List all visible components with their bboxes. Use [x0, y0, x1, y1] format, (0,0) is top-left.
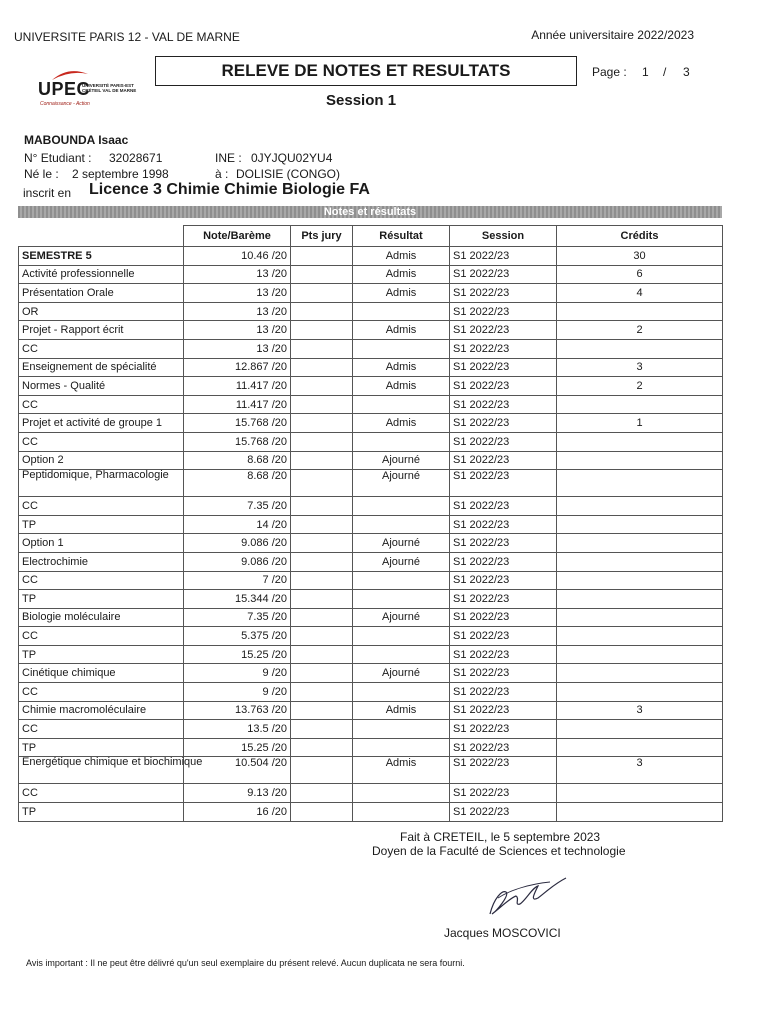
credits-cell — [557, 645, 723, 664]
credits-cell — [557, 720, 723, 739]
jury-points-cell — [291, 552, 353, 571]
session-title: Session 1 — [326, 92, 397, 109]
place-date: Fait à CRETEIL, le 5 septembre 2023 — [400, 830, 601, 844]
jury-points-cell — [291, 265, 353, 284]
jury-points-cell — [291, 515, 353, 534]
grade-cell: 8.68 /20 — [184, 470, 291, 497]
table-row — [19, 757, 723, 784]
grade-cell: 12.867 /20 — [184, 358, 291, 377]
course-label: TP — [19, 803, 184, 822]
course-label: CC — [19, 395, 184, 414]
session-cell: S1 2022/23 — [450, 265, 557, 284]
course-label: CC — [19, 432, 184, 451]
jury-points-cell — [291, 664, 353, 683]
credits-cell — [557, 627, 723, 646]
credits-cell — [557, 534, 723, 553]
credits-cell: 3 — [557, 757, 723, 784]
session-cell: S1 2022/23 — [450, 608, 557, 627]
result-cell: Ajourné — [353, 552, 450, 571]
document-title: RELEVE DE NOTES ET RESULTATS — [155, 56, 577, 86]
jury-points-cell — [291, 247, 353, 266]
session-cell: S1 2022/23 — [450, 720, 557, 739]
table-row — [19, 377, 723, 396]
course-label: Energétique chimique et biochimique — [19, 757, 184, 784]
session-cell: S1 2022/23 — [450, 571, 557, 590]
session-cell: S1 2022/23 — [450, 470, 557, 497]
grade-cell: 5.375 /20 — [184, 627, 291, 646]
grade-cell: 9 /20 — [184, 683, 291, 702]
session-cell: S1 2022/23 — [450, 803, 557, 822]
table-row — [19, 395, 723, 414]
table-header-row — [19, 226, 723, 247]
course-label: SEMESTRE 5 — [19, 247, 184, 266]
credits-cell — [557, 803, 723, 822]
session-cell: S1 2022/23 — [450, 339, 557, 358]
course-label: Peptidomique, Pharmacologie — [19, 470, 184, 497]
result-cell — [353, 738, 450, 757]
grade-cell: 11.417 /20 — [184, 377, 291, 396]
credits-cell — [557, 497, 723, 516]
credits-cell: 1 — [557, 414, 723, 433]
jury-points-cell — [291, 683, 353, 702]
table-row — [19, 284, 723, 303]
jury-points-cell — [291, 608, 353, 627]
credits-cell — [557, 590, 723, 609]
course-label: Option 2 — [19, 451, 184, 470]
session-cell: S1 2022/23 — [450, 683, 557, 702]
table-row — [19, 247, 723, 266]
session-cell: S1 2022/23 — [450, 664, 557, 683]
result-cell — [353, 497, 450, 516]
table-row — [19, 571, 723, 590]
result-cell — [353, 784, 450, 803]
credits-cell: 4 — [557, 284, 723, 303]
birth-date-value: 2 septembre 1998 — [72, 167, 169, 181]
page-number: 1 — [642, 65, 649, 79]
result-cell — [353, 302, 450, 321]
jury-points-cell — [291, 497, 353, 516]
table-row — [19, 321, 723, 340]
grade-cell: 7 /20 — [184, 571, 291, 590]
page-separator: / — [663, 65, 667, 79]
course-label: Activité professionnelle — [19, 265, 184, 284]
table-row — [19, 432, 723, 451]
course-label: Electrochimie — [19, 552, 184, 571]
result-cell: Admis — [353, 414, 450, 433]
credits-cell — [557, 470, 723, 497]
result-cell — [353, 515, 450, 534]
credits-cell — [557, 571, 723, 590]
result-cell — [353, 590, 450, 609]
table-row — [19, 414, 723, 433]
table-row — [19, 470, 723, 497]
jury-points-cell — [291, 803, 353, 822]
jury-points-cell — [291, 784, 353, 803]
header-result: Résultat — [353, 226, 450, 247]
result-cell: Ajourné — [353, 608, 450, 627]
table-row — [19, 451, 723, 470]
table-row — [19, 497, 723, 516]
grade-cell: 15.768 /20 — [184, 414, 291, 433]
ine-label: INE : — [215, 151, 242, 165]
grade-cell: 13 /20 — [184, 302, 291, 321]
result-cell: Ajourné — [353, 534, 450, 553]
course-label: Projet et activité de groupe 1 — [19, 414, 184, 433]
logo-name: UPEC — [38, 79, 91, 99]
session-cell: S1 2022/23 — [450, 515, 557, 534]
jury-points-cell — [291, 627, 353, 646]
jury-points-cell — [291, 757, 353, 784]
dean-title: Doyen de la Faculté de Sciences et technologie — [372, 844, 626, 858]
credits-cell — [557, 664, 723, 683]
course-label: Projet - Rapport écrit — [19, 321, 184, 340]
session-cell: S1 2022/23 — [450, 738, 557, 757]
result-cell: Admis — [353, 321, 450, 340]
session-cell: S1 2022/23 — [450, 757, 557, 784]
table-row — [19, 608, 723, 627]
jury-points-cell — [291, 395, 353, 414]
table-row — [19, 358, 723, 377]
result-cell: Ajourné — [353, 451, 450, 470]
page-label: Page : — [592, 65, 627, 79]
course-label: Normes - Qualité — [19, 377, 184, 396]
enrolled-label: inscrit en — [23, 186, 72, 200]
signature-icon — [480, 868, 570, 920]
grade-cell: 7.35 /20 — [184, 497, 291, 516]
result-cell — [353, 395, 450, 414]
credits-cell — [557, 451, 723, 470]
jury-points-cell — [291, 321, 353, 340]
jury-points-cell — [291, 302, 353, 321]
header-credits: Crédits — [557, 226, 723, 247]
table-row — [19, 803, 723, 822]
result-cell — [353, 803, 450, 822]
course-label: TP — [19, 590, 184, 609]
session-cell: S1 2022/23 — [450, 784, 557, 803]
session-cell: S1 2022/23 — [450, 377, 557, 396]
jury-points-cell — [291, 432, 353, 451]
table-row — [19, 664, 723, 683]
grade-cell: 13 /20 — [184, 265, 291, 284]
jury-points-cell — [291, 358, 353, 377]
header-session: Session — [450, 226, 557, 247]
birth-place-label: à : — [215, 167, 229, 181]
session-cell: S1 2022/23 — [450, 284, 557, 303]
ine-value: 0JYJQU02YU4 — [251, 151, 333, 165]
session-cell: S1 2022/23 — [450, 451, 557, 470]
grade-cell: 16 /20 — [184, 803, 291, 822]
credits-cell — [557, 608, 723, 627]
birth-date-label: Né le : — [24, 167, 59, 181]
important-notice: Avis important : Il ne peut être délivré qu'un seul exemplaire du présent relevé. Aucun duplicata ne sera fourni. — [26, 958, 465, 968]
course-label: Option 1 — [19, 534, 184, 553]
logo-side-text: UNIVERSITÉ PARIS-EST CRÉTEIL VAL DE MARNE — [82, 83, 137, 93]
course-label: CC — [19, 339, 184, 358]
result-cell: Admis — [353, 377, 450, 396]
table-row — [19, 590, 723, 609]
result-cell — [353, 720, 450, 739]
section-title-bar: Notes et résultats — [18, 206, 722, 218]
table-row — [19, 683, 723, 702]
table-row — [19, 339, 723, 358]
jury-points-cell — [291, 534, 353, 553]
credits-cell — [557, 395, 723, 414]
student-id-value: 32028671 — [109, 151, 163, 165]
birth-place-value: DOLISIE (CONGO) — [236, 167, 341, 181]
course-label: Biologie moléculaire — [19, 608, 184, 627]
academic-year: Année universitaire 2022/2023 — [531, 28, 694, 42]
jury-points-cell — [291, 414, 353, 433]
course-label: TP — [19, 645, 184, 664]
grade-cell: 9.086 /20 — [184, 534, 291, 553]
jury-points-cell — [291, 451, 353, 470]
session-cell: S1 2022/23 — [450, 395, 557, 414]
table-row — [19, 627, 723, 646]
table-row — [19, 515, 723, 534]
session-cell: S1 2022/23 — [450, 358, 557, 377]
session-cell: S1 2022/23 — [450, 414, 557, 433]
result-cell: Ajourné — [353, 664, 450, 683]
session-cell: S1 2022/23 — [450, 321, 557, 340]
upec-logo — [38, 68, 148, 112]
result-cell — [353, 683, 450, 702]
course-label: CC — [19, 784, 184, 803]
table-row — [19, 784, 723, 803]
result-cell: Ajourné — [353, 470, 450, 497]
signer-name: Jacques MOSCOVICI — [444, 926, 561, 940]
jury-points-cell — [291, 720, 353, 739]
course-label: Chimie macromoléculaire — [19, 701, 184, 720]
page-total: 3 — [683, 65, 690, 79]
session-cell: S1 2022/23 — [450, 247, 557, 266]
grade-cell: 10.46 /20 — [184, 247, 291, 266]
session-cell: S1 2022/23 — [450, 701, 557, 720]
jury-points-cell — [291, 701, 353, 720]
session-cell: S1 2022/23 — [450, 432, 557, 451]
result-cell — [353, 339, 450, 358]
grade-cell: 13 /20 — [184, 339, 291, 358]
course-label: CC — [19, 627, 184, 646]
credits-cell: 2 — [557, 377, 723, 396]
table-row — [19, 720, 723, 739]
session-cell: S1 2022/23 — [450, 552, 557, 571]
header-blank — [19, 226, 184, 247]
credits-cell — [557, 515, 723, 534]
grade-cell: 13 /20 — [184, 321, 291, 340]
jury-points-cell — [291, 470, 353, 497]
grade-cell: 10.504 /20 — [184, 757, 291, 784]
grades-table — [18, 225, 723, 822]
header-grade: Note/Barème — [184, 226, 291, 247]
table-row — [19, 265, 723, 284]
credits-cell: 3 — [557, 358, 723, 377]
session-cell: S1 2022/23 — [450, 534, 557, 553]
grade-cell: 15.25 /20 — [184, 645, 291, 664]
credits-cell — [557, 683, 723, 702]
grade-cell: 8.68 /20 — [184, 451, 291, 470]
credits-cell — [557, 784, 723, 803]
grade-cell: 7.35 /20 — [184, 608, 291, 627]
jury-points-cell — [291, 645, 353, 664]
grade-cell: 15.344 /20 — [184, 590, 291, 609]
course-label: OR — [19, 302, 184, 321]
header-jury: Pts jury — [291, 226, 353, 247]
session-cell: S1 2022/23 — [450, 590, 557, 609]
course-label: TP — [19, 515, 184, 534]
table-row — [19, 302, 723, 321]
session-cell: S1 2022/23 — [450, 645, 557, 664]
credits-cell — [557, 432, 723, 451]
grade-cell: 15.768 /20 — [184, 432, 291, 451]
credits-cell: 6 — [557, 265, 723, 284]
course-label: CC — [19, 571, 184, 590]
result-cell — [353, 571, 450, 590]
jury-points-cell — [291, 738, 353, 757]
table-row — [19, 738, 723, 757]
table-row — [19, 645, 723, 664]
credits-cell — [557, 302, 723, 321]
course-label: Cinétique chimique — [19, 664, 184, 683]
university-name: UNIVERSITE PARIS 12 - VAL DE MARNE — [14, 30, 240, 44]
grades-table-body — [19, 247, 723, 822]
result-cell: Admis — [353, 701, 450, 720]
grade-cell: 11.417 /20 — [184, 395, 291, 414]
credits-cell — [557, 738, 723, 757]
session-cell: S1 2022/23 — [450, 627, 557, 646]
result-cell: Admis — [353, 358, 450, 377]
credits-cell — [557, 339, 723, 358]
jury-points-cell — [291, 339, 353, 358]
grade-cell: 13.763 /20 — [184, 701, 291, 720]
course-label: Présentation Orale — [19, 284, 184, 303]
credits-cell: 3 — [557, 701, 723, 720]
course-label: TP — [19, 738, 184, 757]
student-id-label: N° Etudiant : — [24, 151, 92, 165]
session-cell: S1 2022/23 — [450, 497, 557, 516]
result-cell: Admis — [353, 284, 450, 303]
result-cell: Admis — [353, 757, 450, 784]
jury-points-cell — [291, 284, 353, 303]
grade-cell: 9.13 /20 — [184, 784, 291, 803]
result-cell — [353, 645, 450, 664]
jury-points-cell — [291, 571, 353, 590]
table-row — [19, 701, 723, 720]
logo-tagline: Connaissance - Action — [40, 101, 90, 107]
jury-points-cell — [291, 377, 353, 396]
table-row — [19, 534, 723, 553]
table-row — [19, 552, 723, 571]
credits-cell: 30 — [557, 247, 723, 266]
course-label: CC — [19, 720, 184, 739]
grade-cell: 9 /20 — [184, 664, 291, 683]
grade-cell: 13.5 /20 — [184, 720, 291, 739]
student-name: MABOUNDA Isaac — [24, 133, 129, 147]
course-label: Enseignement de spécialité — [19, 358, 184, 377]
course-label: CC — [19, 497, 184, 516]
credits-cell — [557, 552, 723, 571]
result-cell: Admis — [353, 265, 450, 284]
result-cell — [353, 627, 450, 646]
course-label: CC — [19, 683, 184, 702]
credits-cell: 2 — [557, 321, 723, 340]
grade-cell: 9.086 /20 — [184, 552, 291, 571]
programme-title: Licence 3 Chimie Chimie Biologie FA — [89, 181, 370, 198]
session-cell: S1 2022/23 — [450, 302, 557, 321]
grade-cell: 13 /20 — [184, 284, 291, 303]
result-cell — [353, 432, 450, 451]
result-cell: Admis — [353, 247, 450, 266]
grade-cell: 15.25 /20 — [184, 738, 291, 757]
grade-cell: 14 /20 — [184, 515, 291, 534]
jury-points-cell — [291, 590, 353, 609]
